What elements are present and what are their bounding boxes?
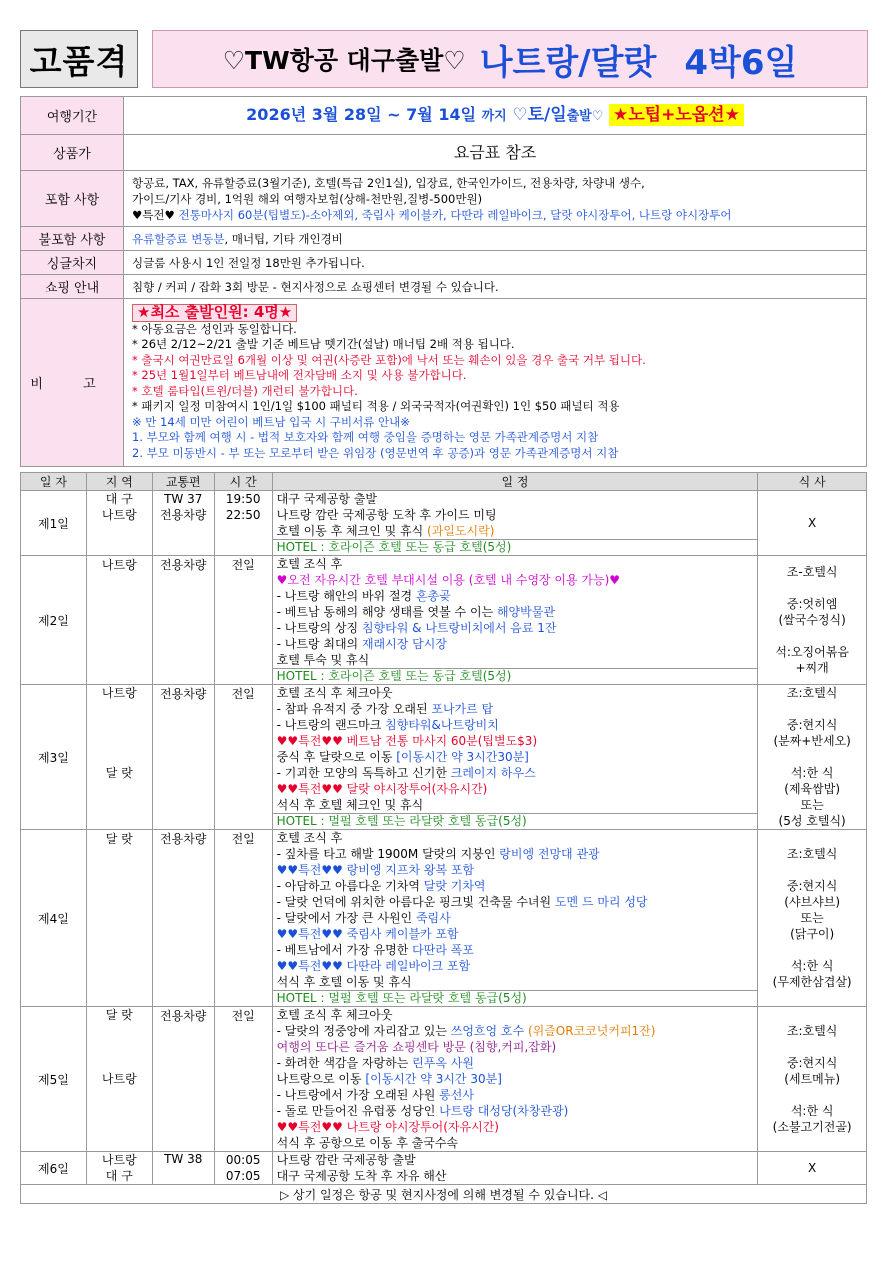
day3-meal-6: 또는 <box>800 798 824 812</box>
day4-line10: 석식 후 호텔 이동 및 휴식 <box>276 975 412 989</box>
day6-region1: 나트랑 <box>101 1153 137 1167</box>
day4-line8-text: - 베트남에서 가장 유명한 <box>276 943 413 957</box>
day5-line7-place: 나트랑 대성당(차창관광) <box>439 1104 569 1118</box>
day3-line6-place: 크레이지 하우스 <box>450 766 536 780</box>
day5-line6-text: - 나트랑에서 가장 오래된 사원 <box>276 1088 440 1102</box>
day2-line3-text: - 나트랑 해안의 바위 절경 <box>276 589 416 603</box>
footer-note: ▷ 상기 일정은 항공 및 현지사정에 의해 변경될 수 있습니다. ◁ <box>21 1185 867 1204</box>
day6-transport: TW 38 <box>152 1152 214 1185</box>
day5-transport: 전용차량 <box>152 1007 214 1152</box>
day3-line6-text: - 기괴한 모양의 독특하고 신기한 <box>276 766 451 780</box>
day6-time2: 07:05 <box>225 1169 261 1183</box>
note-value <box>124 299 867 467</box>
period-label: 여행기간 <box>21 97 124 135</box>
day4-line7-text: 죽림사 케이블카 포함 <box>342 927 459 941</box>
col-transport: 교통편 <box>152 473 214 491</box>
single-row <box>21 251 867 275</box>
day2-line4-text: - 베트남 동해의 해양 생태를 엿볼 수 이는 <box>276 605 497 619</box>
day5-line4-text: - 화려한 색감을 자랑하는 <box>276 1056 413 1070</box>
day4-time: 전일 <box>214 830 272 1007</box>
day4-line3 <box>277 862 754 878</box>
day3-label: 제3일 <box>21 685 87 830</box>
destination-title: 나트랑/달랏 <box>479 42 657 83</box>
day4-line2-text: - 짚차를 타고 해발 1900M 달랏의 지붕인 <box>276 847 500 861</box>
day2-meal-1: 조-호텔식 <box>786 565 838 579</box>
day5-meal-4: 석:한 식 <box>790 1104 834 1118</box>
col-day: 일 자 <box>21 473 87 491</box>
schedule-table <box>20 472 867 1204</box>
day2-label: 제2일 <box>21 556 87 685</box>
day4-meal-4: 또는 <box>800 911 824 925</box>
day1-time <box>214 491 272 556</box>
day4-line6-place: 죽림사 <box>415 911 451 925</box>
day1-line3 <box>277 523 754 539</box>
day6-line2: 대구 국제공항 도착 후 자유 해산 <box>276 1169 447 1183</box>
day5-meal-1: 조:호텔식 <box>786 1024 838 1038</box>
day1-row <box>21 491 867 556</box>
day5-itinerary <box>272 1007 758 1152</box>
day5-line2-text: - 달랏의 정중앙에 자리잡고 있는 <box>276 1024 451 1038</box>
grade-text: 고품격 <box>29 41 129 81</box>
day6-label: 제6일 <box>21 1152 87 1185</box>
day4-line2 <box>277 846 754 862</box>
day4-line6-text: - 달랏에서 가장 큰 사원인 <box>276 911 416 925</box>
day5-line7 <box>277 1103 754 1119</box>
day3-region2: 달 랏 <box>105 766 133 780</box>
period-value <box>124 97 867 135</box>
day5-line2-place: 쓰엉흐엉 호수 <box>450 1024 525 1038</box>
day3-region1: 나트랑 <box>101 686 137 700</box>
day3-line3 <box>277 717 754 733</box>
day2-itinerary <box>272 556 758 685</box>
day2-line2: ♥오전 자유시간 호텔 부대시설 이용 (호텔 내 수영장 이용 가능)♥ <box>276 573 621 587</box>
day5-region1: 달 랏 <box>105 1008 133 1022</box>
day2-line5 <box>277 620 754 636</box>
exclude-row <box>21 227 867 251</box>
day5-line8-text: 나트랑 야시장투어(자유시간) <box>342 1120 499 1134</box>
day3-line3-text: - 나트랑의 랜드마크 <box>276 718 386 732</box>
day3-meal-5: (제육쌈밥) <box>784 782 840 796</box>
day3-line3-place: 침향타워&나트랑비치 <box>385 718 499 732</box>
day2-line6-place: 재래시장 담시장 <box>361 637 447 651</box>
include-line1: 항공료, TAX, 유류할증료(3월기준), 호텔(특급 2인1실), 입장료, 한국인가이드, 전용차량, 차량내 생수, <box>132 175 645 190</box>
day2-meal-5: +찌개 <box>795 661 829 675</box>
include-special-prefix: ♥특전♥ <box>132 207 175 222</box>
day5-line5 <box>277 1071 754 1087</box>
day2-line4-place: 해양박물관 <box>496 605 555 619</box>
note-5: * 호텔 룸타입(트윈/더블) 개런티 불가합니다. <box>132 383 358 398</box>
day2-transport: 전용차량 <box>152 556 214 685</box>
day3-line5-time: [이동시간 약 3시간30분] <box>396 750 529 764</box>
day3-meal-1: 조:호텔식 <box>786 686 838 700</box>
day4-meal <box>758 830 867 1007</box>
day4-region: 달 랏 <box>86 830 152 1007</box>
day6-meal: X <box>758 1152 867 1185</box>
day3-line4 <box>277 733 754 749</box>
day3-meal-2: 중:현지식 <box>786 718 838 732</box>
day4-hotel: HOTEL : 멀펄 호텔 또는 라달랏 호텔 동급(5성) <box>273 990 758 1006</box>
day4-line4-place: 달랏 기차역 <box>423 879 486 893</box>
price-label: 상품가 <box>21 135 124 171</box>
day5-line2-extra: (위즐OR코코넛커피1잔) <box>524 1024 656 1038</box>
day2-line6-text: - 나트랑 최대의 <box>276 637 362 651</box>
day4-line4 <box>277 878 754 894</box>
note-4: * 25년 1월1일부터 베트남내에 전자담배 소지 및 사용 불가합니다. <box>132 368 467 382</box>
note-6: * 패키지 일정 미참여시 1인/1일 $100 패널티 적용 / 외국국적자(여권확인) 1인 $50 패널티 적용 <box>132 399 620 413</box>
include-line2: 가이드/기사 경비, 1억원 해외 여행자보험(상해-천만원,질병-500만원) <box>132 191 483 206</box>
day5-meal-5: (소불고기전골) <box>772 1120 852 1134</box>
day4-meal-1: 조:호텔식 <box>786 847 838 861</box>
day4-itinerary <box>272 830 758 1007</box>
note-1: * 아동요금은 성인과 동일합니다. <box>132 321 297 336</box>
include-special: 전통마사지 60분(팁별도)-소아제외, 죽림사 케이블카, 다딴라 레일바이크, 달랏 야시장투어, 나트랑 야시장투어 <box>174 207 732 222</box>
price-value: 요금표 참조 <box>124 135 867 171</box>
day3-line6 <box>277 765 754 781</box>
footer-row <box>21 1185 867 1204</box>
day2-line6 <box>277 636 754 652</box>
day4-meal-5: (닭구이) <box>790 927 835 941</box>
day5-line5-time: [이동시간 약 3시간 30분] <box>365 1072 502 1086</box>
day3-hotel: HOTEL : 멀펄 호텔 또는 라달랏 호텔 동급(5성) <box>273 813 758 829</box>
day5-line4-place: 린푸옥 사원 <box>412 1056 474 1070</box>
day5-meal-2: 중:현지식 <box>786 1056 838 1070</box>
day5-time: 전일 <box>214 1007 272 1152</box>
airline-title: ♡TW항공 대구출발♡ <box>222 46 466 75</box>
exclude-fuel: 유류할증료 변동분 <box>132 231 225 246</box>
day4-line5 <box>277 894 754 910</box>
day5-line3: 여행의 또다른 즐거움 쇼핑센타 방문 (침향,커피,잡화) <box>276 1040 557 1054</box>
day3-itinerary <box>272 685 758 830</box>
day6-row <box>21 1152 867 1185</box>
day1-region <box>86 491 152 556</box>
day1-itinerary <box>272 491 758 556</box>
day3-line2-place: 포나가르 탑 <box>431 702 494 716</box>
day5-meal-3: (세트메뉴) <box>784 1072 840 1086</box>
day3-line8: 석식 후 호텔 체크인 및 휴식 <box>276 798 424 812</box>
day5-region <box>86 1007 152 1152</box>
day4-transport: 전용차량 <box>152 830 214 1007</box>
note-label: 비 고 <box>21 299 124 467</box>
note-7: ※ 만 14세 미만 어린이 베트남 입국 시 구비서류 안내※ <box>132 414 410 429</box>
day4-line8 <box>277 942 754 958</box>
day2-region: 나트랑 <box>86 556 152 685</box>
day3-line2-text: - 참파 유적지 중 가장 오래된 <box>276 702 432 716</box>
day5-row <box>21 1007 867 1152</box>
col-region: 지 역 <box>86 473 152 491</box>
day4-meal-6: 석:한 식 <box>790 959 834 973</box>
note-3: * 출국시 여권만료일 6개월 이상 및 여권(사증란 포함)에 낙서 또는 훼손이 있을 경우 출국 거부 됩니다. <box>132 352 646 367</box>
day2-line5-text: - 나트랑의 상징 <box>276 621 362 635</box>
day3-line2 <box>277 701 754 717</box>
day1-transport2: 전용차량 <box>160 508 207 522</box>
day4-line3-special: ♥♥특전♥♥ <box>276 863 343 877</box>
day5-meal <box>758 1007 867 1152</box>
day3-line1: 호텔 조식 후 체크아웃 <box>276 686 393 700</box>
price-row <box>21 135 867 171</box>
day5-line6-place: 롱선사 <box>439 1088 474 1102</box>
day4-meal-3: (샤브샤브) <box>784 895 840 909</box>
exclude-rest: , 매너팁, 기타 개인경비 <box>224 231 343 246</box>
day3-row <box>21 685 867 830</box>
day1-line3-text: 호텔 이동 후 체크인 및 휴식 <box>276 524 424 538</box>
day5-line6 <box>277 1087 754 1103</box>
day4-line2-place: 랑비엥 전망대 관광 <box>499 847 600 861</box>
day6-region <box>86 1152 152 1185</box>
day2-line5-place: 침향타워 & 나트랑비치에서 음료 1잔 <box>361 621 557 635</box>
include-row <box>21 171 867 227</box>
day2-time: 전일 <box>214 556 272 685</box>
day4-line9-text: 다딴라 레일바이크 포함 <box>342 959 471 973</box>
include-value <box>124 171 867 227</box>
day2-line3 <box>277 588 754 604</box>
day4-line5-place: 도멘 드 마리 성당 <box>554 895 648 909</box>
shop-label: 쇼핑 안내 <box>21 275 124 299</box>
day6-line1: 나트랑 깜란 국제공항 출발 <box>276 1153 416 1167</box>
shop-value: 침향 / 커피 / 잡화 3회 방문 - 현지사정으로 쇼핑센터 변경될 수 있습니다. <box>124 275 867 299</box>
day3-line5-text: 중식 후 달랏으로 이동 <box>276 750 397 764</box>
day2-meal-3: (쌀국수정식) <box>778 613 846 627</box>
day1-label: 제1일 <box>21 491 87 556</box>
period-text: 2026년 3월 28일 ~ 7월 14일 <box>246 104 477 124</box>
grade-badge <box>20 30 138 88</box>
period-suffix: 까지 <box>481 108 507 124</box>
day1-hotel: HOTEL : 호라이즌 호텔 또는 동급 호텔(5성) <box>273 539 758 555</box>
title-banner <box>152 30 868 88</box>
day1-region2: 나트랑 <box>101 508 137 522</box>
day4-line6 <box>277 910 754 926</box>
day3-time: 전일 <box>214 685 272 830</box>
col-meal: 식 사 <box>758 473 867 491</box>
day5-line5-text: 나트랑으로 이동 <box>276 1072 366 1086</box>
day4-line8-place: 다딴라 폭포 <box>412 943 474 957</box>
day5-line8-special: ♥♥특전♥♥ <box>276 1120 343 1134</box>
day1-line3-extra: (과일도시락) <box>423 524 495 538</box>
day4-line9-special: ♥♥특전♥♥ <box>276 959 343 973</box>
day1-line2: 나트랑 깜란 국제공항 도착 후 가이드 미팅 <box>276 508 497 522</box>
day5-line7-text: - 돌로 만들어진 유럽풍 성당인 <box>276 1104 440 1118</box>
day5-line2 <box>277 1023 754 1039</box>
col-time: 시 간 <box>214 473 272 491</box>
day5-region2: 나트랑 <box>101 1072 137 1086</box>
day3-meal-4: 석:한 식 <box>790 766 834 780</box>
day2-meal-2: 중:엇히엠 <box>786 597 838 611</box>
day3-line5 <box>277 749 754 765</box>
day3-meal-7: (5성 호텔식) <box>778 814 846 828</box>
no-tip-badge: ★노팁+노옵션★ <box>609 104 744 126</box>
duration-title: 4박6일 <box>684 42 798 83</box>
day4-label: 제4일 <box>21 830 87 1007</box>
single-label: 싱글차지 <box>21 251 124 275</box>
day3-meal <box>758 685 867 830</box>
day1-transport1: TW 37 <box>164 492 203 506</box>
day5-label: 제5일 <box>21 1007 87 1152</box>
day5-line1: 호텔 조식 후 체크아웃 <box>276 1008 393 1022</box>
day3-line4-special: ♥♥특전♥♥ <box>276 734 343 748</box>
note-row <box>21 299 867 467</box>
day3-line7 <box>277 781 754 797</box>
day1-time1: 19:50 <box>225 492 261 506</box>
include-label: 포함 사항 <box>21 171 124 227</box>
note-9: 2. 부모 미동반시 - 부 또는 모로부터 받은 위임장 (영문번역 후 공증)과 영문 가족관계증명서 지참 <box>132 445 619 460</box>
day1-region1: 대 구 <box>105 492 133 506</box>
day2-row <box>21 556 867 685</box>
day3-line4-text: 베트남 전통 마사지 60분(팁별도$3) <box>342 734 538 748</box>
day4-line9 <box>277 958 754 974</box>
day4-line1: 호텔 조식 후 <box>276 831 343 845</box>
day4-line7-special: ♥♥특전♥♥ <box>276 927 343 941</box>
day4-line5-text: - 달랏 언덕에 위치한 아름다운 핑크빛 건축물 수녀원 <box>276 895 555 909</box>
day2-meal-4: 석:오징어볶음 <box>775 645 849 659</box>
day3-line7-text: 달랏 야시장투어(자유시간) <box>342 782 488 796</box>
day6-region2: 대 구 <box>105 1169 133 1183</box>
period-days: ♡토/일 <box>512 104 567 125</box>
day2-line1: 호텔 조식 후 <box>276 557 343 571</box>
day4-line3-text: 랑비엥 지프차 왕복 포함 <box>342 863 475 877</box>
day6-time1: 00:05 <box>225 1153 261 1167</box>
shop-row <box>21 275 867 299</box>
day1-transport <box>152 491 214 556</box>
day1-time2: 22:50 <box>225 508 261 522</box>
day5-line9: 석식 후 공항으로 이동 후 출국수속 <box>276 1136 459 1150</box>
day6-time <box>214 1152 272 1185</box>
day3-meal-3: (분짜+반세오) <box>773 734 851 748</box>
note-2: * 26년 2/12~2/21 출발 기준 베트남 뗏기간(설날) 매너팁 2배 적용 됩니다. <box>132 337 515 351</box>
day2-line4 <box>277 604 754 620</box>
day3-line7-special: ♥♥특전♥♥ <box>276 782 343 796</box>
day3-region <box>86 685 152 830</box>
day4-line4-text: - 아담하고 아름다운 기차역 <box>276 879 424 893</box>
day4-row <box>21 830 867 1007</box>
day3-transport: 전용차량 <box>152 685 214 830</box>
day5-line8 <box>277 1119 754 1135</box>
day5-line4 <box>277 1055 754 1071</box>
day4-meal-7: (무제한삼겹살) <box>772 975 852 989</box>
col-itinerary: 일 정 <box>272 473 758 491</box>
period-dep: 출발♡ <box>566 108 604 124</box>
day2-meal <box>758 556 867 685</box>
day2-hotel: HOTEL : 호라이즌 호텔 또는 동급 호텔(5성) <box>273 668 758 684</box>
day1-line1: 대구 국제공항 출발 <box>276 492 378 506</box>
schedule-header-row <box>21 473 867 491</box>
exclude-value <box>124 227 867 251</box>
exclude-label: 불포함 사항 <box>21 227 124 251</box>
info-table <box>20 96 867 467</box>
single-value: 싱글룸 사용시 1인 전일정 18만원 추가됩니다. <box>124 251 867 275</box>
day4-meal-2: 중:현지식 <box>786 879 838 893</box>
day4-line7 <box>277 926 754 942</box>
min-people-badge: ★최소 출발인원: 4명★ <box>132 304 297 322</box>
day6-itinerary <box>272 1152 758 1185</box>
period-row <box>21 97 867 135</box>
note-8: 1. 부모와 함께 여행 시 - 법적 보호자와 함께 여행 중임을 증명하는 영문 가족관계증명서 지참 <box>132 430 599 444</box>
day1-meal: X <box>758 491 867 556</box>
day2-line7: 호텔 투숙 및 휴식 <box>276 653 370 667</box>
day2-line3-place: 혼총곶 <box>415 589 451 603</box>
